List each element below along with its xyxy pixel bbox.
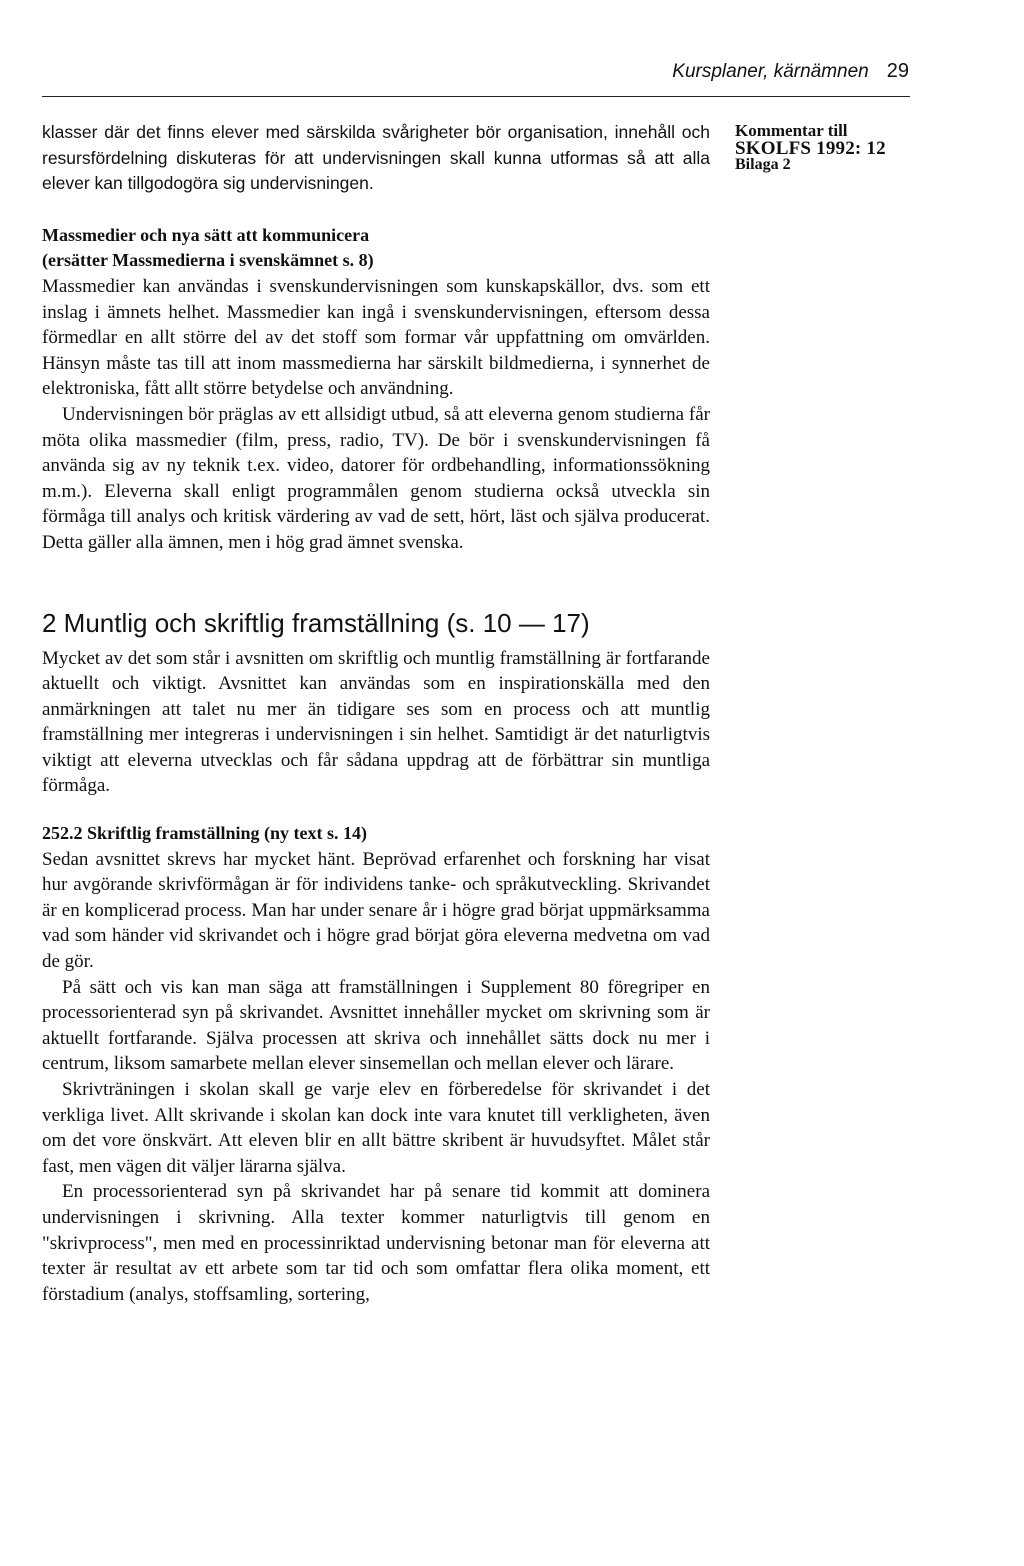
- intro-paragraph: klasser där det finns elever med särskilda svårigheter bör organisation, innehåll och resursfördelning diskuteras för att undervisningen skall kunna utformas så att alla elever kan tillgodogöra sig undervisningen.: [42, 122, 710, 194]
- section-252-paragraph-2: På sätt och vis kan man säga att framställningen i Supplement 80 föregriper en processorienterad syn på skrivandet. Avsnittet innehåller mycket om skrivning som är aktuellt fortfarande. Själva processen att skriva och innehållet sätts dock nu mer i centrum, liksom samarbete mellan elever sinsemellan och mellan elever och lärare.: [42, 976, 710, 1075]
- main-text-column: [42, 120, 710, 1307]
- margin-note: [735, 122, 910, 174]
- section-252-paragraph-1: Sedan avsnittet skrevs har mycket hänt. Beprövad erfarenhet och forskning har visat hur avgörande skrivförmågan är för individens tanke- och språkutveckling. Skrivandet är en komplicerad process. Man har under senare år i högre grad börjat uppmärksamma vad som händer vid skrivandet och i högre grad börjat göra eleverna medvetna om vad de gör.: [42, 848, 710, 973]
- section-252-paragraph-4: En processorienterad syn på skrivandet har på senare tid kommit att dominera undervisningen i skrivning. Alla texter kommer naturligtvis till genom en "skrivprocess", men med en processinriktad undervisning betonar man för eleverna att texter är resultat av ett arbete som tar tid och som omfattar flera olika moment, ett förstadium (analys, stoffsamling, sortering,: [42, 1181, 710, 1305]
- margin-note-line2: SKOLFS 1992: 12: [735, 138, 886, 159]
- running-title: Kursplaner, kärnämnen: [672, 61, 869, 82]
- massmedia-heading-line1: Massmedier och nya sätt att kommunicera: [42, 224, 370, 245]
- section-252-paragraph-3: Skrivträningen i skolan skall ge varje elev en förberedelse för skrivandet i det verkliga livet. Allt skrivande i skolan kan dock inte vara knutet till verkligheten, även om det vore önskvärt. Att eleven blir en allt bättre skribent är huvudsyftet. Målet står fast, men vägen dit väljer lärarna själva.: [42, 1079, 710, 1177]
- section-2-paragraph-1: Mycket av det som står i avsnitten om skriftlig och muntlig framställning är fortfarande aktuellt och viktigt. Avsnittet kan användas som en inspirationskälla med den anmärkningen att talet nu mer än tidigare ses som en process och att muntlig framställning mer integreras i undervisningen i sin helhet. Samtidigt är det naturligtvis viktigt att eleverna utvecklas och får sådana uppdrag att de förbättrar sin muntliga förmåga.: [42, 647, 710, 797]
- section-2-heading: 2 Muntlig och skriftlig framställning (s. 10 — 17): [42, 607, 590, 638]
- margin-note-line1: Kommentar till: [735, 121, 848, 140]
- massmedia-heading: [42, 223, 710, 274]
- margin-note-line3: Bilaga 2: [735, 156, 791, 173]
- massmedia-paragraph-1: Massmedier kan användas i svenskundervisningen som kunskapskällor, dvs. som ett inslag i ämnets helhet. Massmedier kan ingå i svenskundervisningen, eftersom dessa förmedlar en allt större del av det stoff som formar vår uppfattning om omvärlden. Hänsyn måste tas till att inom massmedierna har särskilt bildmedierna, i synnerhet de elektroniska, fått allt större betydelse och användning.: [42, 275, 710, 400]
- massmedia-heading-line2: (ersätter Massmedierna i svenskämnet s. 8): [42, 250, 374, 271]
- massmedia-paragraph-2: Undervisningen bör präglas av ett allsidigt utbud, så att eleverna genom studierna får möta olika massmedier (film, press, radio, TV). De bör i svenskundervisningen få använda sig av ny teknik t.ex. video, datorer för ordbehandling, informationssökning m.m.). Eleverna skall enligt programmålen genom studierna också utveckla sin förmåga till analys och kritisk värdering av vad de sett, hört, läst och själva producerat. Detta gäller alla ämnen, men i hög grad ämnet svenska.: [42, 403, 710, 553]
- section-252-heading: 252.2 Skriftlig framställning (ny text s. 14): [42, 823, 367, 844]
- running-header: [672, 60, 909, 83]
- header-rule: [42, 96, 910, 97]
- page-number: 29: [886, 60, 909, 82]
